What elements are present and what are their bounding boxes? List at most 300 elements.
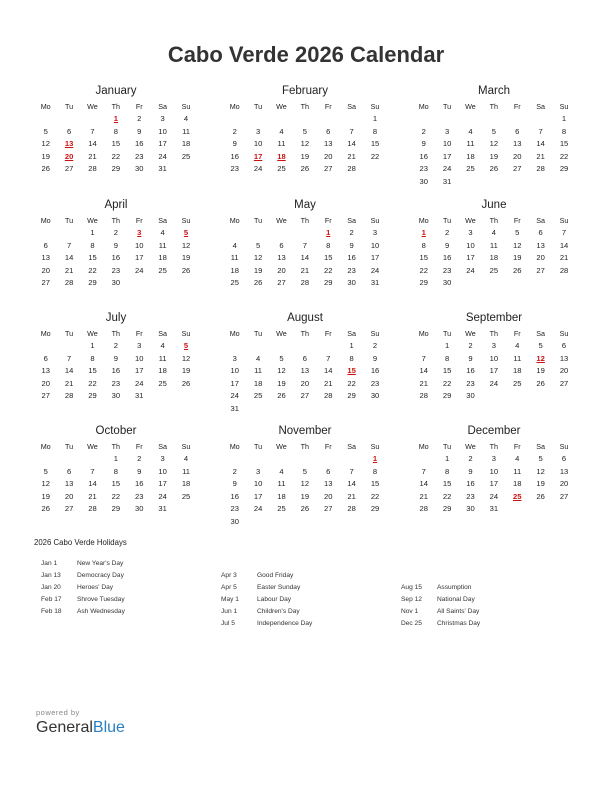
day-cell: 6 [43, 353, 48, 363]
day-cell: 3 [160, 454, 165, 463]
day-cell: 5 [538, 341, 543, 350]
day-cell: 24 [135, 265, 144, 275]
day-cell: 25 [158, 378, 167, 388]
empty-cell [57, 113, 80, 126]
day-cell: 24 [135, 378, 144, 388]
day-cell: 12 [513, 240, 522, 250]
empty-cell [34, 340, 57, 353]
empty-cell [340, 453, 363, 466]
month-name: July [105, 312, 127, 324]
day-cell: 23 [442, 265, 452, 275]
day-cell: 5 [43, 126, 48, 136]
holiday-row [401, 606, 480, 618]
day-cell: 20 [513, 151, 522, 161]
day-cell: 31 [158, 164, 167, 173]
day-cell: 27 [41, 278, 50, 287]
day-cell: 5 [279, 353, 284, 363]
month-october [34, 422, 198, 516]
day-cell: 20 [277, 265, 286, 275]
day-cell: 17 [253, 491, 263, 501]
day-cell: 10 [253, 139, 263, 148]
day-cell: 10 [158, 126, 167, 136]
day-cell: 27 [324, 504, 333, 513]
day-cell: 1 [372, 114, 378, 123]
day-cell: 3 [372, 228, 378, 237]
weekday-header: Th [111, 329, 121, 338]
weekday-header: We [465, 442, 476, 451]
day-cell: 8 [90, 240, 95, 250]
month-day-grid [412, 214, 576, 290]
empty-cell [293, 340, 316, 353]
holiday-column [221, 570, 312, 630]
month-name: April [104, 199, 128, 211]
day-cell: 21 [419, 491, 428, 501]
day-cell: 4 [232, 240, 237, 250]
day-cell: 25 [277, 164, 286, 173]
day-cell: 22 [442, 378, 452, 388]
day-cell: 18 [253, 378, 263, 388]
day-cell: 24 [230, 391, 239, 400]
day-cell: 4 [515, 341, 520, 350]
day-cell: 18 [158, 366, 167, 375]
day-cell: 30 [466, 504, 475, 513]
day-cell: 10 [370, 240, 380, 250]
day-cell: 11 [513, 353, 522, 363]
day-cell: 24 [489, 491, 499, 501]
day-cell: 8 [326, 240, 331, 250]
day-cell: 12 [300, 139, 310, 148]
holiday-name: Children's Day [257, 608, 300, 615]
day-cell: 3 [255, 126, 261, 136]
holiday-name: All Saints' Day [437, 608, 480, 615]
holiday-day-cell: 5 [183, 341, 189, 350]
day-cell: 25 [181, 151, 191, 161]
day-cell: 27 [513, 164, 522, 173]
empty-cell [482, 113, 505, 126]
day-cell: 24 [158, 491, 167, 501]
day-cell: 7 [66, 240, 72, 250]
day-cell: 16 [111, 366, 121, 375]
weekday-header: Tu [254, 442, 263, 451]
day-cell: 2 [137, 454, 142, 463]
holiday-column [401, 582, 480, 630]
day-cell: 15 [324, 253, 333, 262]
day-cell: 28 [536, 164, 545, 173]
day-cell: 21 [64, 265, 74, 275]
day-cell: 6 [326, 466, 331, 476]
day-cell: 15 [370, 139, 380, 148]
day-cell: 18 [277, 491, 286, 501]
day-cell: 9 [349, 240, 354, 250]
holiday-row [41, 594, 125, 606]
day-cell: 26 [41, 164, 50, 173]
day-cell: 10 [135, 353, 144, 363]
empty-cell [412, 453, 435, 466]
weekday-header: Fr [513, 102, 521, 111]
day-cell: 29 [347, 391, 356, 400]
weekday-header: Su [181, 102, 191, 111]
day-cell: 17 [489, 366, 499, 375]
weekday-header: We [276, 329, 287, 338]
day-cell: 4 [160, 341, 165, 350]
day-cell: 19 [41, 151, 50, 161]
weekday-header: Tu [443, 329, 452, 338]
weekday-header: Su [181, 442, 191, 451]
holiday-day-cell: 1 [421, 228, 426, 237]
day-cell: 13 [559, 353, 569, 363]
day-cell: 8 [561, 126, 567, 136]
holiday-name: Ash Wednesday [77, 608, 125, 615]
day-cell: 25 [230, 278, 239, 287]
day-cell: 1 [90, 341, 95, 350]
day-cell: 30 [419, 176, 428, 186]
day-cell: 13 [300, 366, 310, 375]
day-cell: 21 [347, 491, 356, 501]
day-cell: 6 [538, 228, 543, 237]
month-july [34, 309, 198, 403]
holiday-date: Dec 25 [401, 620, 422, 627]
day-cell: 29 [370, 504, 380, 513]
holiday-row [221, 606, 312, 618]
day-cell: 12 [489, 139, 499, 148]
holiday-day-cell: 20 [64, 151, 74, 161]
day-cell: 28 [64, 278, 74, 287]
day-cell: 3 [137, 341, 142, 350]
day-cell: 7 [326, 353, 331, 363]
weekday-header: Mo [229, 102, 240, 111]
day-cell: 20 [324, 491, 333, 501]
day-cell: 14 [347, 139, 356, 148]
day-cell: 15 [111, 139, 121, 148]
month-name: June [481, 199, 507, 211]
day-cell: 23 [466, 378, 475, 388]
day-cell: 11 [158, 353, 167, 363]
weekday-header: Fr [513, 216, 521, 225]
month-name: March [478, 85, 510, 97]
holiday-row [401, 618, 480, 630]
weekday-header: Th [489, 216, 499, 225]
weekday-header: Su [181, 216, 191, 225]
month-december [412, 422, 576, 516]
day-cell: 14 [324, 366, 333, 375]
day-cell: 22 [442, 491, 452, 501]
holiday-date: Feb 17 [41, 596, 62, 603]
day-cell: 16 [466, 479, 475, 488]
empty-cell [223, 113, 246, 126]
day-cell: 19 [277, 378, 286, 388]
day-cell: 14 [88, 479, 97, 488]
day-cell: 4 [279, 126, 284, 136]
weekday-header: We [465, 102, 476, 111]
weekday-header: We [87, 102, 98, 111]
day-cell: 30 [111, 278, 121, 287]
day-cell: 12 [41, 139, 50, 148]
day-cell: 11 [277, 139, 286, 148]
day-cell: 27 [559, 378, 569, 388]
day-cell: 12 [181, 353, 191, 363]
day-cell: 20 [559, 366, 569, 375]
day-cell: 5 [491, 126, 496, 136]
weekday-header: Tu [65, 442, 74, 451]
day-cell: 21 [88, 491, 97, 501]
day-cell: 14 [64, 253, 74, 262]
day-cell: 26 [300, 164, 310, 173]
day-cell: 14 [88, 139, 97, 148]
day-cell: 2 [113, 228, 118, 237]
day-cell: 23 [230, 504, 239, 513]
day-cell: 15 [111, 479, 121, 488]
weekday-header: Sa [536, 216, 546, 225]
day-cell: 1 [113, 454, 118, 463]
weekday-header: Tu [65, 216, 74, 225]
holiday-day-cell: 12 [536, 353, 545, 363]
weekday-header: Th [111, 442, 121, 451]
day-cell: 19 [300, 491, 310, 501]
day-cell: 7 [561, 228, 567, 237]
holiday-day-cell: 17 [253, 151, 263, 161]
weekday-header: Su [559, 216, 569, 225]
empty-cell [317, 113, 340, 126]
weekday-header: We [465, 216, 476, 225]
day-cell: 28 [324, 391, 333, 400]
day-cell: 17 [466, 253, 475, 262]
month-march [412, 82, 576, 188]
day-cell: 7 [538, 126, 543, 136]
day-cell: 20 [324, 151, 333, 161]
day-cell: 8 [444, 353, 450, 363]
day-cell: 28 [300, 278, 310, 287]
day-cell: 28 [88, 164, 97, 173]
month-day-grid [412, 440, 576, 516]
day-cell: 25 [277, 504, 286, 513]
day-cell: 20 [300, 378, 310, 388]
day-cell: 18 [513, 366, 522, 375]
day-cell: 11 [489, 240, 498, 250]
weekday-header: Sa [347, 329, 357, 338]
weekday-header: Th [300, 216, 310, 225]
day-cell: 31 [158, 504, 167, 513]
day-cell: 24 [370, 265, 380, 275]
weekday-header: Mo [229, 329, 240, 338]
day-cell: 4 [183, 454, 189, 463]
day-cell: 26 [489, 164, 499, 173]
day-cell: 10 [489, 353, 499, 363]
empty-cell [317, 340, 340, 353]
weekday-header: Tu [254, 329, 263, 338]
day-cell: 13 [41, 366, 50, 375]
day-cell: 27 [64, 504, 74, 513]
day-cell: 9 [137, 126, 142, 136]
holiday-day-cell: 13 [64, 139, 74, 148]
day-cell: 19 [513, 253, 522, 262]
footer [36, 708, 125, 737]
holiday-row [41, 558, 125, 570]
weekday-header: Th [300, 329, 310, 338]
day-cell: 2 [113, 341, 118, 350]
day-cell: 30 [111, 391, 121, 400]
day-cell: 18 [513, 479, 522, 488]
empty-cell [223, 227, 246, 240]
day-cell: 10 [135, 240, 144, 250]
powered-by-text: powered by [36, 708, 80, 717]
weekday-header: Tu [443, 442, 452, 451]
day-cell: 20 [536, 253, 545, 262]
empty-cell [412, 340, 435, 353]
day-cell: 10 [466, 240, 475, 250]
holiday-column [41, 558, 125, 618]
month-august [223, 309, 387, 415]
day-cell: 11 [230, 253, 239, 262]
holiday-row [41, 582, 125, 594]
day-cell: 15 [419, 253, 428, 262]
day-cell: 13 [536, 240, 545, 250]
weekday-header: Mo [229, 442, 240, 451]
day-cell: 6 [561, 341, 567, 350]
day-cell: 8 [444, 466, 450, 476]
day-cell: 10 [158, 466, 167, 476]
day-cell: 6 [326, 126, 331, 136]
weekday-header: Su [559, 442, 569, 451]
day-cell: 1 [349, 341, 354, 350]
day-cell: 30 [230, 516, 239, 526]
day-cell: 2 [372, 341, 378, 350]
day-cell: 26 [253, 278, 263, 287]
empty-cell [270, 227, 293, 240]
day-cell: 28 [559, 265, 569, 275]
day-cell: 2 [137, 114, 142, 123]
holiday-row [401, 594, 480, 606]
day-cell: 4 [515, 454, 520, 463]
holiday-day-cell: 15 [347, 366, 356, 375]
day-cell: 30 [135, 504, 144, 513]
weekday-header: Mo [229, 216, 240, 225]
holiday-name: Democracy Day [77, 572, 124, 579]
holiday-name: National Day [437, 596, 475, 603]
weekday-header: Fr [135, 442, 143, 451]
weekday-header: Fr [513, 442, 521, 451]
day-cell: 16 [230, 151, 239, 161]
weekday-header: Th [489, 329, 499, 338]
day-cell: 28 [88, 504, 97, 513]
empty-cell [246, 113, 269, 126]
weekday-header: Mo [40, 329, 51, 338]
day-cell: 17 [158, 139, 167, 148]
weekday-header: Fr [135, 102, 143, 111]
day-cell: 2 [421, 126, 426, 136]
month-name: May [294, 199, 316, 211]
day-cell: 24 [158, 151, 167, 161]
day-cell: 15 [88, 253, 97, 262]
holiday-date: Jan 13 [41, 572, 61, 579]
month-day-grid [223, 440, 387, 528]
day-cell: 22 [324, 265, 333, 275]
day-cell: 11 [182, 466, 190, 476]
day-cell: 12 [41, 479, 50, 488]
day-cell: 4 [468, 126, 473, 136]
day-cell: 18 [181, 139, 191, 148]
day-cell: 14 [559, 240, 569, 250]
day-cell: 9 [137, 466, 142, 476]
day-cell: 6 [43, 240, 48, 250]
day-cell: 8 [421, 240, 426, 250]
day-cell: 4 [255, 353, 261, 363]
holiday-day-cell: 1 [372, 454, 378, 463]
day-cell: 6 [515, 126, 520, 136]
day-cell: 6 [279, 240, 284, 250]
day-cell: 3 [468, 228, 473, 237]
day-cell: 19 [489, 151, 499, 161]
day-cell: 16 [419, 151, 428, 161]
weekday-header: Mo [40, 442, 51, 451]
day-cell: 26 [181, 378, 191, 388]
day-cell: 11 [466, 139, 475, 148]
day-cell: 26 [181, 265, 191, 275]
holiday-day-cell: 25 [513, 491, 522, 501]
day-cell: 13 [513, 139, 522, 148]
day-cell: 17 [158, 479, 167, 488]
day-cell: 29 [111, 504, 121, 513]
day-cell: 5 [515, 228, 520, 237]
day-cell: 15 [559, 139, 569, 148]
holiday-name: Labour Day [257, 596, 292, 603]
holiday-day-cell: 1 [326, 228, 331, 237]
weekday-header: Tu [65, 102, 74, 111]
day-cell: 17 [230, 378, 239, 388]
day-cell: 16 [135, 139, 144, 148]
weekday-header: Th [489, 102, 499, 111]
day-cell: 28 [419, 504, 428, 513]
day-cell: 1 [561, 114, 567, 123]
day-cell: 25 [513, 378, 522, 388]
weekday-header: Su [370, 216, 380, 225]
day-cell: 26 [536, 491, 545, 501]
day-cell: 15 [88, 366, 97, 375]
day-cell: 27 [64, 164, 74, 173]
holiday-name: New Year's Day [77, 560, 124, 567]
month-day-grid [223, 327, 387, 415]
day-cell: 12 [536, 466, 545, 476]
day-cell: 31 [489, 504, 499, 513]
empty-cell [57, 453, 80, 466]
empty-cell [435, 113, 458, 126]
day-cell: 9 [232, 479, 237, 488]
weekday-header: We [276, 216, 287, 225]
weekday-header: Su [370, 329, 380, 338]
day-cell: 16 [466, 366, 475, 375]
month-day-grid [412, 100, 576, 188]
day-cell: 20 [559, 479, 569, 488]
empty-cell [459, 113, 482, 126]
month-name: September [465, 312, 523, 324]
day-cell: 10 [489, 466, 499, 476]
page-title: Cabo Verde 2026 Calendar [167, 42, 445, 67]
day-cell: 20 [41, 265, 50, 275]
weekday-header: Fr [324, 442, 332, 451]
weekday-header: Tu [443, 216, 452, 225]
day-cell: 22 [111, 491, 121, 501]
day-cell: 1 [90, 228, 95, 237]
day-cell: 23 [111, 265, 121, 275]
day-cell: 5 [255, 240, 261, 250]
day-cell: 22 [370, 151, 380, 161]
holiday-name: Shrove Tuesday [77, 596, 125, 603]
day-cell: 17 [442, 151, 452, 161]
weekday-header: Su [559, 329, 569, 338]
day-cell: 28 [64, 391, 74, 400]
day-cell: 22 [88, 378, 97, 388]
empty-cell [317, 453, 340, 466]
day-cell: 6 [561, 454, 567, 463]
